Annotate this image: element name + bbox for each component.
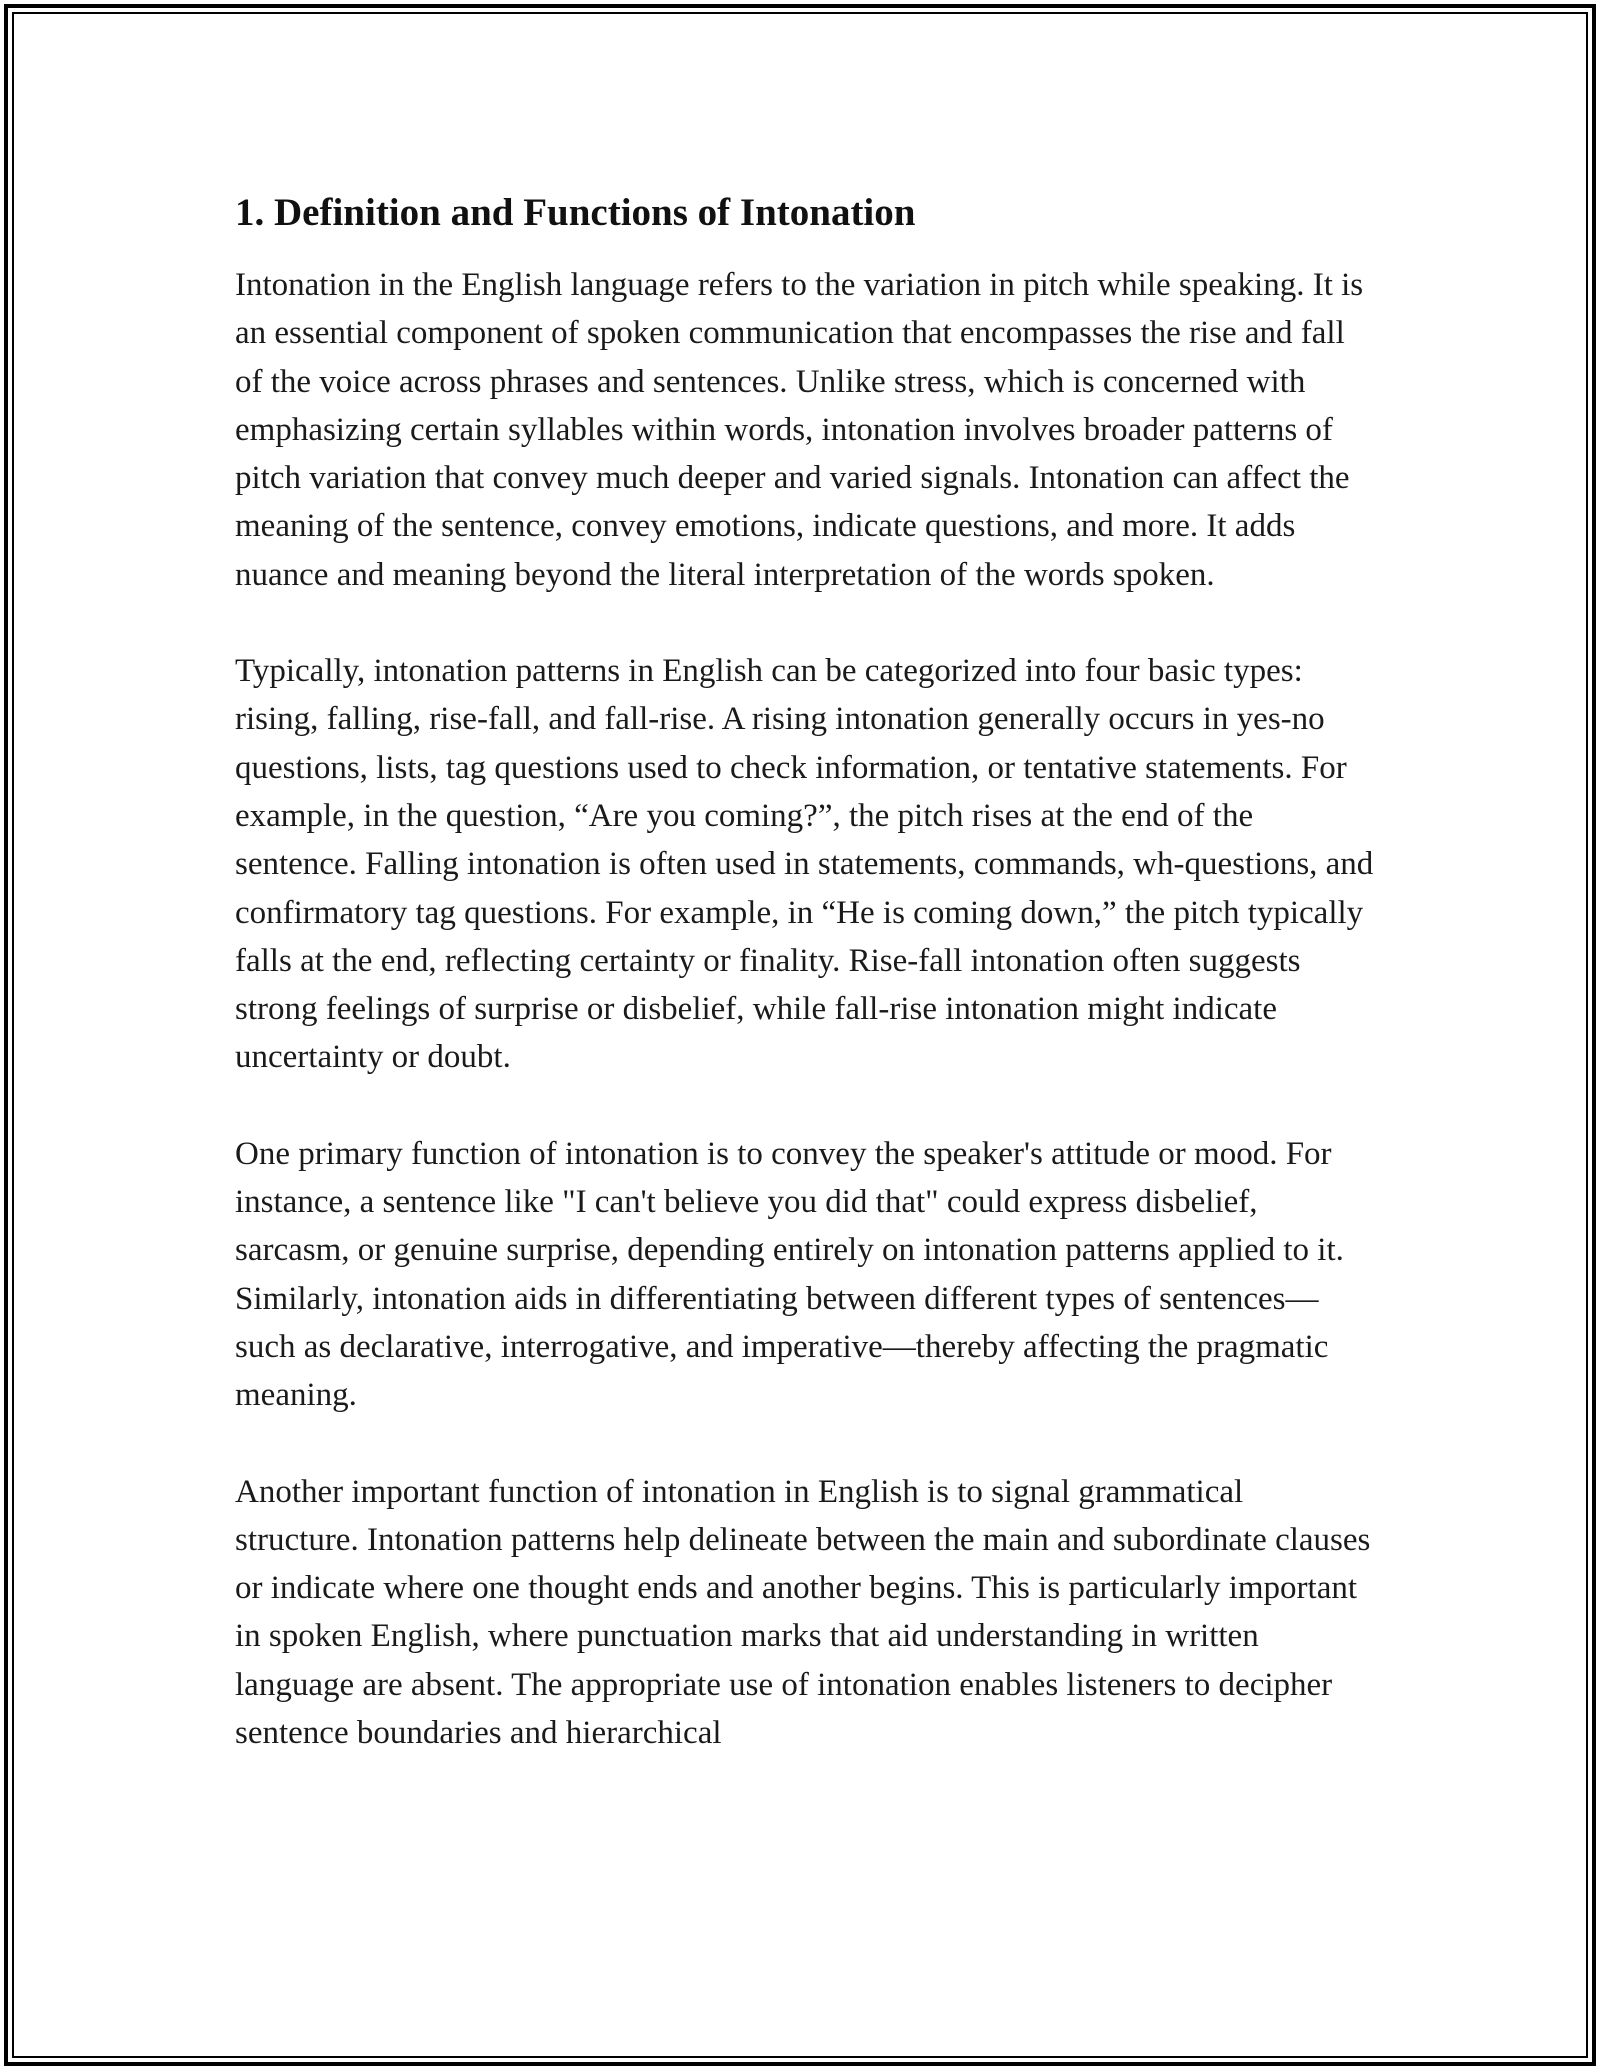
paragraph-attitude-function: One primary function of intonation is to convey the speaker's attitude or mood. For instance, a sentence like "I can't believe you did that" could express disbelief, sarcasm, or genuine surprise, depending entirely on intonation patterns applied to it. Similarly, intonation aids in differentiating between different types of sentences—such as declarative, interrogative, and imperative—thereby affecting the pragmatic meaning. <box>235 1135 1344 1414</box>
paragraph-definition: Intonation in the English language refers to the variation in pitch while speaking. It is an essential component of spoken communication that encompasses the rise and fall of the voice across phrases and sentences. Unlike stress, which is concerned with emphasizing certain syllables within words, intonation involves broader patterns of pitch variation that convey much deeper and varied signals. Intonation can affect the meaning of the sentence, convey emotions, indicate questions, and more. It adds nuance and meaning beyond the literal interpretation of the words spoken. <box>235 267 1364 593</box>
paragraph-grammatical-function: Another important function of intonation in English is to signal grammatical structure. Intonation patterns help delineate between the main and subordinate clauses or indicate where one thought ends and another begins. This is particularly important in spoken English, where punctuation marks that aid understanding in written language are absent. The appropriate use of intonation enables listeners to decipher sentence boundaries and hierarchical <box>235 1473 1371 1752</box>
section-heading: 1. Definition and Functions of Intonation <box>235 191 916 234</box>
document-body <box>235 188 1375 1757</box>
paragraph-pattern-types: Typically, intonation patterns in English can be categorized into four basic types: rising, falling, rise-fall, and fall-rise. A rising intonation generally occurs in yes-no questions, lists, tag questions used to check information, or tentative statements. For example, in the question, “Are you coming?”, the pitch rises at the end of the sentence. Falling intonation is often used in statements, commands, wh-questions, and confirmatory tag questions. For example, in “He is coming down,” the pitch typically falls at the end, reflecting certainty or finality. Rise-fall intonation often suggests strong feelings of surprise or disbelief, while fall-rise intonation might indicate uncertainty or doubt. <box>235 653 1374 1076</box>
